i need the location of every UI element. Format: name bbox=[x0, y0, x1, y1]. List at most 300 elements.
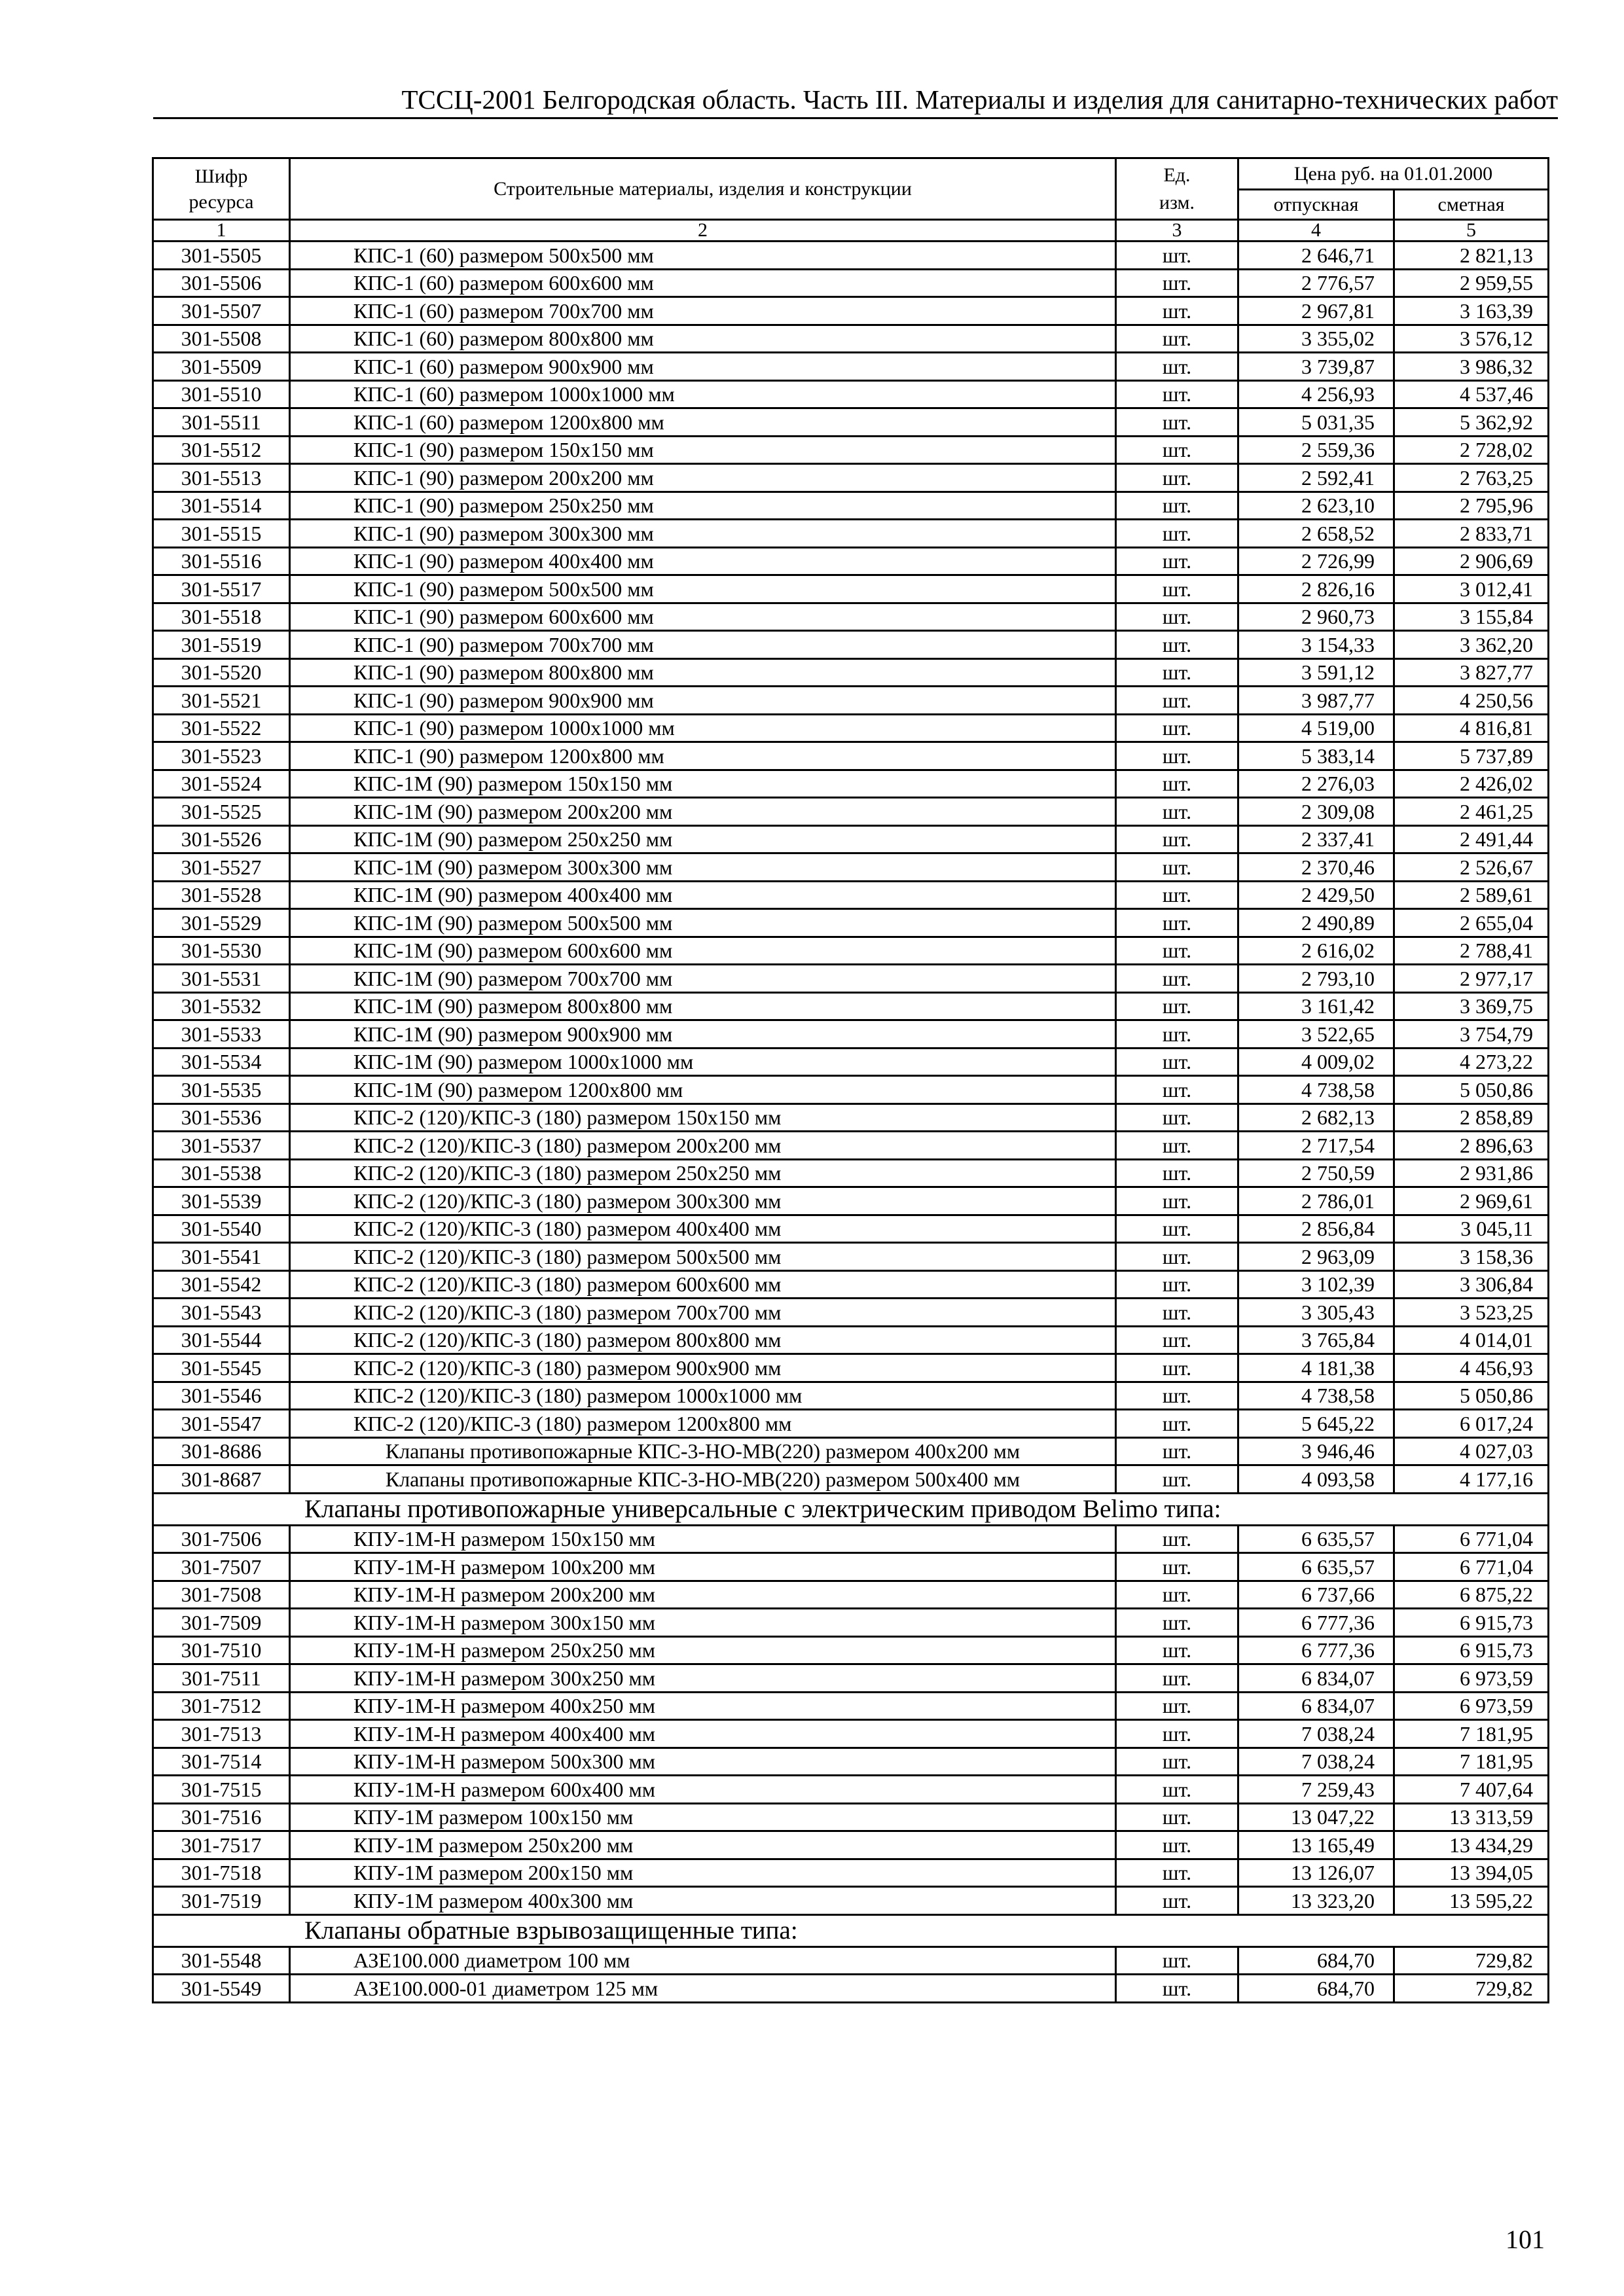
table-row bbox=[153, 742, 1549, 770]
page-title: ТССЦ-2001 Белгородская область. Часть III. Материалы и изделия для санитарно-технических работ bbox=[401, 84, 1558, 115]
column-header-price-estimate: сметная bbox=[1394, 190, 1549, 220]
table-row bbox=[153, 1664, 1549, 1693]
price-estimate: 3 163,39 bbox=[1394, 297, 1549, 325]
unit: шт. bbox=[1116, 1525, 1238, 1553]
material-name: КПС-1 (60) размером 500x500 мм bbox=[290, 242, 1116, 270]
material-name: КПУ-1М-Н размером 400x400 мм bbox=[290, 1720, 1116, 1748]
table-row bbox=[153, 1581, 1549, 1609]
unit: шт. bbox=[1116, 1831, 1238, 1859]
price-estimate: 4 014,01 bbox=[1394, 1326, 1549, 1354]
unit: шт. bbox=[1116, 798, 1238, 826]
material-name: КПС-1М (90) размером 300x300 мм bbox=[290, 853, 1116, 882]
unit: шт. bbox=[1116, 742, 1238, 770]
unit: шт. bbox=[1116, 1410, 1238, 1438]
price-release: 2 967,81 bbox=[1238, 297, 1394, 325]
resource-code: 301-5540 bbox=[153, 1215, 290, 1243]
table-row bbox=[153, 1553, 1549, 1581]
unit: шт. bbox=[1116, 520, 1238, 548]
resource-code: 301-5531 bbox=[153, 965, 290, 993]
price-estimate: 6 915,73 bbox=[1394, 1609, 1549, 1637]
price-release: 2 786,01 bbox=[1238, 1187, 1394, 1215]
resource-code: 301-5543 bbox=[153, 1299, 290, 1327]
price-release: 3 102,39 bbox=[1238, 1270, 1394, 1299]
price-estimate: 3 158,36 bbox=[1394, 1243, 1549, 1271]
price-release: 13 165,49 bbox=[1238, 1831, 1394, 1859]
price-estimate: 6 875,22 bbox=[1394, 1581, 1549, 1609]
material-name: КПС-1 (90) размером 300x300 мм bbox=[290, 520, 1116, 548]
unit: шт. bbox=[1116, 269, 1238, 297]
price-estimate: 2 959,55 bbox=[1394, 269, 1549, 297]
table-row bbox=[153, 1410, 1549, 1438]
resource-code: 301-5524 bbox=[153, 770, 290, 798]
price-release: 4 738,58 bbox=[1238, 1382, 1394, 1410]
price-release: 7 259,43 bbox=[1238, 1776, 1394, 1804]
unit: шт. bbox=[1116, 881, 1238, 909]
price-estimate: 729,82 bbox=[1394, 1975, 1549, 2003]
resource-code: 301-5523 bbox=[153, 742, 290, 770]
material-name: КПС-2 (120)/КПС-3 (180) размером 200x200 мм bbox=[290, 1132, 1116, 1160]
resource-code: 301-7512 bbox=[153, 1692, 290, 1720]
price-release: 2 646,71 bbox=[1238, 242, 1394, 270]
table-row bbox=[153, 1748, 1549, 1776]
resource-code: 301-7508 bbox=[153, 1581, 290, 1609]
material-name: КПС-2 (120)/КПС-3 (180) размером 700x700 мм bbox=[290, 1299, 1116, 1327]
price-release: 2 717,54 bbox=[1238, 1132, 1394, 1160]
price-release: 2 826,16 bbox=[1238, 575, 1394, 603]
unit: шт. bbox=[1116, 1776, 1238, 1804]
unit: шт. bbox=[1116, 909, 1238, 937]
resource-code: 301-7511 bbox=[153, 1664, 290, 1693]
table-row bbox=[153, 687, 1549, 715]
price-estimate: 2 788,41 bbox=[1394, 937, 1549, 965]
table-row bbox=[153, 965, 1549, 993]
table-row bbox=[153, 658, 1549, 687]
material-name: КПС-1 (60) размером 700x700 мм bbox=[290, 297, 1116, 325]
price-release: 2 726,99 bbox=[1238, 547, 1394, 575]
material-name: Клапаны противопожарные КПС-3-НО-МВ(220) размером 500x400 мм bbox=[290, 1465, 1116, 1494]
resource-code: 301-5517 bbox=[153, 575, 290, 603]
material-name: КПС-2 (120)/КПС-3 (180) размером 150x150 мм bbox=[290, 1103, 1116, 1132]
resource-code: 301-5511 bbox=[153, 408, 290, 437]
price-release: 4 519,00 bbox=[1238, 714, 1394, 742]
resource-code: 301-7513 bbox=[153, 1720, 290, 1748]
resource-code: 301-5518 bbox=[153, 603, 290, 631]
price-release: 684,70 bbox=[1238, 1975, 1394, 2003]
unit: шт. bbox=[1116, 464, 1238, 492]
price-estimate: 2 896,63 bbox=[1394, 1132, 1549, 1160]
resource-code: 301-7514 bbox=[153, 1748, 290, 1776]
material-name: АЗЕ100.000 диаметром 100 мм bbox=[290, 1946, 1116, 1975]
material-name: КПС-1 (90) размером 700x700 мм bbox=[290, 631, 1116, 659]
price-estimate: 5 737,89 bbox=[1394, 742, 1549, 770]
price-estimate: 2 858,89 bbox=[1394, 1103, 1549, 1132]
material-name: КПС-1 (90) размером 500x500 мм bbox=[290, 575, 1116, 603]
unit: шт. bbox=[1116, 1437, 1238, 1465]
unit: шт. bbox=[1116, 603, 1238, 631]
price-release: 2 337,41 bbox=[1238, 825, 1394, 853]
unit: шт. bbox=[1116, 1382, 1238, 1410]
table-row bbox=[153, 1859, 1549, 1887]
material-name: Клапаны противопожарные КПС-3-НО-МВ(220) размером 400x200 мм bbox=[290, 1437, 1116, 1465]
section-header-row bbox=[153, 1493, 1549, 1525]
price-estimate: 3 576,12 bbox=[1394, 325, 1549, 353]
material-name: КПС-2 (120)/КПС-3 (180) размером 800x800 мм bbox=[290, 1326, 1116, 1354]
resource-code: 301-5541 bbox=[153, 1243, 290, 1271]
unit: шт. bbox=[1116, 1020, 1238, 1049]
resource-code: 301-7507 bbox=[153, 1553, 290, 1581]
column-number: 1 bbox=[153, 220, 290, 242]
price-estimate: 4 177,16 bbox=[1394, 1465, 1549, 1494]
unit: шт. bbox=[1116, 575, 1238, 603]
price-release: 7 038,24 bbox=[1238, 1748, 1394, 1776]
material-name: КПУ-1М-Н размером 300x150 мм bbox=[290, 1609, 1116, 1637]
price-release: 6 777,36 bbox=[1238, 1636, 1394, 1664]
column-header-unit bbox=[1116, 158, 1238, 220]
price-estimate: 3 523,25 bbox=[1394, 1299, 1549, 1327]
unit: шт. bbox=[1116, 1975, 1238, 2003]
resource-code: 301-5527 bbox=[153, 853, 290, 882]
resource-code: 301-5510 bbox=[153, 380, 290, 408]
table-row bbox=[153, 1243, 1549, 1271]
material-name: КПС-1 (90) размером 1000x1000 мм bbox=[290, 714, 1116, 742]
price-release: 3 765,84 bbox=[1238, 1326, 1394, 1354]
material-name: КПУ-1М размером 250x200 мм bbox=[290, 1831, 1116, 1859]
material-name: КПУ-1М-Н размером 500x300 мм bbox=[290, 1748, 1116, 1776]
resource-code: 301-5529 bbox=[153, 909, 290, 937]
unit: шт. bbox=[1116, 1159, 1238, 1187]
table-row bbox=[153, 520, 1549, 548]
unit: шт. bbox=[1116, 1581, 1238, 1609]
price-estimate: 729,82 bbox=[1394, 1946, 1549, 1975]
resource-code: 301-7506 bbox=[153, 1525, 290, 1553]
unit: шт. bbox=[1116, 325, 1238, 353]
price-estimate: 6 771,04 bbox=[1394, 1525, 1549, 1553]
table-row bbox=[153, 464, 1549, 492]
unit: шт. bbox=[1116, 1803, 1238, 1831]
unit: шт. bbox=[1116, 1076, 1238, 1104]
price-estimate: 6 973,59 bbox=[1394, 1692, 1549, 1720]
table-row bbox=[153, 1020, 1549, 1049]
price-release: 4 093,58 bbox=[1238, 1465, 1394, 1494]
table-row bbox=[153, 325, 1549, 353]
price-estimate: 3 155,84 bbox=[1394, 603, 1549, 631]
table-row bbox=[153, 937, 1549, 965]
price-estimate: 3 754,79 bbox=[1394, 1020, 1549, 1049]
price-estimate: 5 362,92 bbox=[1394, 408, 1549, 437]
price-estimate: 4 250,56 bbox=[1394, 687, 1549, 715]
price-estimate: 3 362,20 bbox=[1394, 631, 1549, 659]
table-row bbox=[153, 1132, 1549, 1160]
price-table bbox=[152, 157, 1549, 2003]
table-row bbox=[153, 853, 1549, 882]
table-row bbox=[153, 1720, 1549, 1748]
resource-code: 301-7515 bbox=[153, 1776, 290, 1804]
table-row bbox=[153, 1636, 1549, 1664]
material-name: КПУ-1М-Н размером 200x200 мм bbox=[290, 1581, 1116, 1609]
price-estimate: 2 795,96 bbox=[1394, 492, 1549, 520]
table-row bbox=[153, 436, 1549, 464]
unit: шт. bbox=[1116, 1215, 1238, 1243]
material-name: КПС-1 (90) размером 900x900 мм bbox=[290, 687, 1116, 715]
unit: шт. bbox=[1116, 547, 1238, 575]
table-row bbox=[153, 1382, 1549, 1410]
price-estimate: 2 526,67 bbox=[1394, 853, 1549, 882]
table-row bbox=[153, 1609, 1549, 1637]
unit: шт. bbox=[1116, 1299, 1238, 1327]
price-release: 4 256,93 bbox=[1238, 380, 1394, 408]
unit: шт. bbox=[1116, 1692, 1238, 1720]
price-estimate: 4 537,46 bbox=[1394, 380, 1549, 408]
table-row bbox=[153, 603, 1549, 631]
material-name: КПС-1М (90) размером 1000x1000 мм bbox=[290, 1048, 1116, 1076]
resource-code: 301-5509 bbox=[153, 353, 290, 381]
resource-code: 301-5534 bbox=[153, 1048, 290, 1076]
unit: шт. bbox=[1116, 965, 1238, 993]
unit: шт. bbox=[1116, 1103, 1238, 1132]
material-name: КПС-1 (60) размером 800x800 мм bbox=[290, 325, 1116, 353]
unit: шт. bbox=[1116, 1132, 1238, 1160]
material-name: КПС-1 (90) размером 600x600 мм bbox=[290, 603, 1116, 631]
column-header-code bbox=[153, 158, 290, 220]
table-row bbox=[153, 770, 1549, 798]
price-release: 2 776,57 bbox=[1238, 269, 1394, 297]
price-estimate: 2 821,13 bbox=[1394, 242, 1549, 270]
unit: шт. bbox=[1116, 1270, 1238, 1299]
price-estimate: 6 973,59 bbox=[1394, 1664, 1549, 1693]
material-name: КПС-1М (90) размером 400x400 мм bbox=[290, 881, 1116, 909]
table-row bbox=[153, 408, 1549, 437]
price-estimate: 13 434,29 bbox=[1394, 1831, 1549, 1859]
price-release: 3 987,77 bbox=[1238, 687, 1394, 715]
column-header-price-group: Цена руб. на 01.01.2000 bbox=[1238, 158, 1549, 190]
price-release: 3 305,43 bbox=[1238, 1299, 1394, 1327]
resource-code: 301-5508 bbox=[153, 325, 290, 353]
price-release: 6 834,07 bbox=[1238, 1692, 1394, 1720]
resource-code: 301-7509 bbox=[153, 1609, 290, 1637]
resource-code: 301-5532 bbox=[153, 992, 290, 1020]
table-row bbox=[153, 1525, 1549, 1553]
price-estimate: 2 906,69 bbox=[1394, 547, 1549, 575]
table-row bbox=[153, 1831, 1549, 1859]
price-estimate: 2 461,25 bbox=[1394, 798, 1549, 826]
unit: шт. bbox=[1116, 1187, 1238, 1215]
column-number: 5 bbox=[1394, 220, 1549, 242]
table-row bbox=[153, 1465, 1549, 1494]
price-release: 13 047,22 bbox=[1238, 1803, 1394, 1831]
unit: шт. bbox=[1116, 1243, 1238, 1271]
unit: шт. bbox=[1116, 631, 1238, 659]
unit: шт. bbox=[1116, 1354, 1238, 1382]
price-release: 5 383,14 bbox=[1238, 742, 1394, 770]
unit: шт. bbox=[1116, 658, 1238, 687]
price-estimate: 4 816,81 bbox=[1394, 714, 1549, 742]
resource-code: 301-5526 bbox=[153, 825, 290, 853]
material-name: КПС-2 (120)/КПС-3 (180) размером 300x300 мм bbox=[290, 1187, 1116, 1215]
resource-code: 301-5537 bbox=[153, 1132, 290, 1160]
column-header-code-text: Шифр ресурса bbox=[189, 165, 254, 213]
price-estimate: 6 017,24 bbox=[1394, 1410, 1549, 1438]
resource-code: 301-5545 bbox=[153, 1354, 290, 1382]
table-row bbox=[153, 1776, 1549, 1804]
unit: шт. bbox=[1116, 1859, 1238, 1887]
unit: шт. bbox=[1116, 492, 1238, 520]
resource-code: 301-5505 bbox=[153, 242, 290, 270]
price-estimate: 4 027,03 bbox=[1394, 1437, 1549, 1465]
price-release: 2 370,46 bbox=[1238, 853, 1394, 882]
price-estimate: 13 394,05 bbox=[1394, 1859, 1549, 1887]
table-row bbox=[153, 1187, 1549, 1215]
price-estimate: 2 977,17 bbox=[1394, 965, 1549, 993]
material-name: КПС-1 (90) размером 250x250 мм bbox=[290, 492, 1116, 520]
material-name: КПС-1М (90) размером 900x900 мм bbox=[290, 1020, 1116, 1049]
table-row bbox=[153, 1975, 1549, 2003]
resource-code: 301-5522 bbox=[153, 714, 290, 742]
table-row bbox=[153, 631, 1549, 659]
resource-code: 301-5544 bbox=[153, 1326, 290, 1354]
price-estimate: 3 306,84 bbox=[1394, 1270, 1549, 1299]
unit: шт. bbox=[1116, 825, 1238, 853]
price-release: 5 645,22 bbox=[1238, 1410, 1394, 1438]
price-estimate: 2 655,04 bbox=[1394, 909, 1549, 937]
unit: шт. bbox=[1116, 1465, 1238, 1494]
resource-code: 301-5542 bbox=[153, 1270, 290, 1299]
table-row bbox=[153, 1215, 1549, 1243]
price-release: 2 429,50 bbox=[1238, 881, 1394, 909]
material-name: КПУ-1М-Н размером 600x400 мм bbox=[290, 1776, 1116, 1804]
price-estimate: 13 313,59 bbox=[1394, 1803, 1549, 1831]
resource-code: 301-7516 bbox=[153, 1803, 290, 1831]
table-row bbox=[153, 575, 1549, 603]
material-name: КПС-1М (90) размером 800x800 мм bbox=[290, 992, 1116, 1020]
price-estimate: 5 050,86 bbox=[1394, 1382, 1549, 1410]
resource-code: 301-7519 bbox=[153, 1887, 290, 1915]
resource-code: 301-5506 bbox=[153, 269, 290, 297]
price-estimate: 3 986,32 bbox=[1394, 353, 1549, 381]
resource-code: 301-5507 bbox=[153, 297, 290, 325]
price-estimate: 2 728,02 bbox=[1394, 436, 1549, 464]
column-header-price-release: отпускная bbox=[1238, 190, 1394, 220]
unit: шт. bbox=[1116, 297, 1238, 325]
unit: шт. bbox=[1116, 242, 1238, 270]
material-name: КПС-1М (90) размером 600x600 мм bbox=[290, 937, 1116, 965]
price-estimate: 3 012,41 bbox=[1394, 575, 1549, 603]
price-estimate: 2 491,44 bbox=[1394, 825, 1549, 853]
material-name: КПУ-1М-Н размером 400x250 мм bbox=[290, 1692, 1116, 1720]
material-name: КПС-2 (120)/КПС-3 (180) размером 900x900 мм bbox=[290, 1354, 1116, 1382]
price-release: 4 181,38 bbox=[1238, 1354, 1394, 1382]
table-row bbox=[153, 1103, 1549, 1132]
table-row bbox=[153, 353, 1549, 381]
column-header-unit-text: Ед. изм. bbox=[1159, 164, 1195, 213]
price-release: 2 309,08 bbox=[1238, 798, 1394, 826]
table-row bbox=[153, 1159, 1549, 1187]
resource-code: 301-5520 bbox=[153, 658, 290, 687]
unit: шт. bbox=[1116, 714, 1238, 742]
unit: шт. bbox=[1116, 1609, 1238, 1637]
price-release: 2 856,84 bbox=[1238, 1215, 1394, 1243]
material-name: КПС-1 (60) размером 900x900 мм bbox=[290, 353, 1116, 381]
material-name: КПС-2 (120)/КПС-3 (180) размером 500x500 мм bbox=[290, 1243, 1116, 1271]
unit: шт. bbox=[1116, 1636, 1238, 1664]
resource-code: 301-5549 bbox=[153, 1975, 290, 2003]
price-release: 2 592,41 bbox=[1238, 464, 1394, 492]
material-name: КПС-2 (120)/КПС-3 (180) размером 250x250 мм bbox=[290, 1159, 1116, 1187]
material-name: КПУ-1М размером 200x150 мм bbox=[290, 1859, 1116, 1887]
table-row bbox=[153, 1692, 1549, 1720]
resource-code: 301-5516 bbox=[153, 547, 290, 575]
material-name: КПУ-1М размером 100x150 мм bbox=[290, 1803, 1116, 1831]
price-release: 2 963,09 bbox=[1238, 1243, 1394, 1271]
price-release: 3 946,46 bbox=[1238, 1437, 1394, 1465]
resource-code: 301-5539 bbox=[153, 1187, 290, 1215]
price-release: 4 738,58 bbox=[1238, 1076, 1394, 1104]
table-row bbox=[153, 1076, 1549, 1104]
unit: шт. bbox=[1116, 1720, 1238, 1748]
material-name: КПС-1 (90) размером 150x150 мм bbox=[290, 436, 1116, 464]
unit: шт. bbox=[1116, 408, 1238, 437]
price-release: 684,70 bbox=[1238, 1946, 1394, 1975]
price-release: 3 522,65 bbox=[1238, 1020, 1394, 1049]
price-release: 3 355,02 bbox=[1238, 325, 1394, 353]
unit: шт. bbox=[1116, 1887, 1238, 1915]
table-row bbox=[153, 714, 1549, 742]
material-name: КПС-1М (90) размером 250x250 мм bbox=[290, 825, 1116, 853]
table-row bbox=[153, 547, 1549, 575]
resource-code: 301-5514 bbox=[153, 492, 290, 520]
resource-code: 301-5547 bbox=[153, 1410, 290, 1438]
price-estimate: 2 426,02 bbox=[1394, 770, 1549, 798]
price-release: 2 658,52 bbox=[1238, 520, 1394, 548]
price-estimate: 13 595,22 bbox=[1394, 1887, 1549, 1915]
material-name: КПС-1 (60) размером 1000x1000 мм bbox=[290, 380, 1116, 408]
price-estimate: 3 827,77 bbox=[1394, 658, 1549, 687]
resource-code: 301-5525 bbox=[153, 798, 290, 826]
price-release: 4 009,02 bbox=[1238, 1048, 1394, 1076]
price-estimate: 2 833,71 bbox=[1394, 520, 1549, 548]
material-name: КПС-1М (90) размером 500x500 мм bbox=[290, 909, 1116, 937]
material-name: КПС-1М (90) размером 700x700 мм bbox=[290, 965, 1116, 993]
unit: шт. bbox=[1116, 937, 1238, 965]
column-number: 3 bbox=[1116, 220, 1238, 242]
table-row bbox=[153, 992, 1549, 1020]
material-name: КПУ-1М-Н размером 100x200 мм bbox=[290, 1553, 1116, 1581]
column-number: 2 bbox=[290, 220, 1116, 242]
resource-code: 301-5521 bbox=[153, 687, 290, 715]
price-estimate: 2 969,61 bbox=[1394, 1187, 1549, 1215]
price-release: 13 126,07 bbox=[1238, 1859, 1394, 1887]
table-row bbox=[153, 380, 1549, 408]
section-title: Клапаны обратные взрывозащищенные типа: bbox=[153, 1914, 1549, 1946]
material-name: КПС-1 (60) размером 1200x800 мм bbox=[290, 408, 1116, 437]
title-divider bbox=[153, 117, 1558, 119]
material-name: КПУ-1М-Н размером 250x250 мм bbox=[290, 1636, 1116, 1664]
table-row bbox=[153, 1887, 1549, 1915]
table-body bbox=[153, 242, 1549, 2003]
price-release: 2 793,10 bbox=[1238, 965, 1394, 993]
price-estimate: 7 407,64 bbox=[1394, 1776, 1549, 1804]
resource-code: 301-7518 bbox=[153, 1859, 290, 1887]
table-row bbox=[153, 1270, 1549, 1299]
table-row bbox=[153, 1299, 1549, 1327]
price-release: 6 777,36 bbox=[1238, 1609, 1394, 1637]
resource-code: 301-8686 bbox=[153, 1437, 290, 1465]
price-release: 2 960,73 bbox=[1238, 603, 1394, 631]
price-estimate: 2 589,61 bbox=[1394, 881, 1549, 909]
unit: шт. bbox=[1116, 1326, 1238, 1354]
material-name: АЗЕ100.000-01 диаметром 125 мм bbox=[290, 1975, 1116, 2003]
resource-code: 301-5515 bbox=[153, 520, 290, 548]
unit: шт. bbox=[1116, 1048, 1238, 1076]
